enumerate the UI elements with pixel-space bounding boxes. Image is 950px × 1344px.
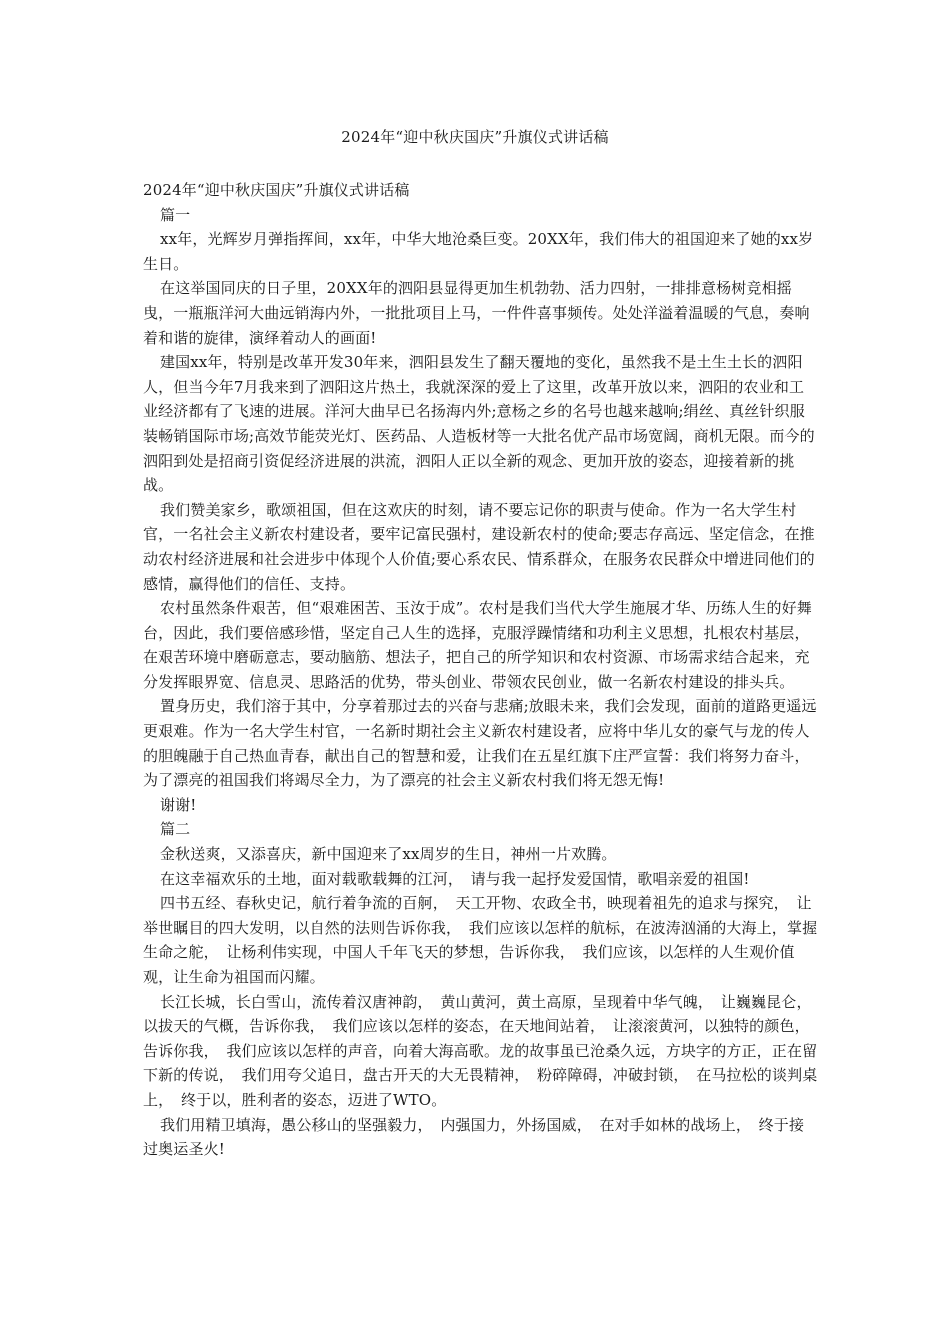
section-heading-2: 篇二 xyxy=(160,820,191,839)
paragraph: 建国xx年，特别是改革开发30年来，泗阳县发生了翻天覆地的变化，虽然我不是土生土长的泗阳人，但当今年7月我来到了泗阳这片热土，我就深深的爱上了这里，改革开放以来，泗阳的农业和工业经济都有了飞速的进展。洋河大曲早已名扬海内外;意杨之乡的名号也越来越响;绢丝、真丝针织服装畅销国际市场;高效节能荧光灯、医药品、人造板材等一大批名优产品市场宽阔，商机无限。而今的泗阳到处是招商引资促经济进展的洪流，泗阳人正以全新的观念、更加开放的姿态，迎接着新的挑战。 xyxy=(143,353,815,495)
paragraph: 置身历史，我们溶于其中，分享着那过去的兴奋与悲痛;放眼未来，我们会发现，面前的道路更遥远更艰难。作为一名大学生村官，一名新时期社会主义新农村建设者，应将中华儿女的豪气与龙的传人的胆魄融于自己热血青春，献出自己的智慧和爱，让我们在五星红旗下庄严宣誓：我们将努力奋斗，为了漂亮的祖国我们将竭尽全力，为了漂亮的社会主义新农村我们将无怨无悔! xyxy=(143,697,817,790)
paragraph: 金秋送爽，又添喜庆，新中国迎来了xx周岁的生日，神州一片欢腾。 xyxy=(160,845,617,864)
paragraph: xx年，光辉岁月弹指挥间，xx年，中华大地沧桑巨变。20XX年，我们伟大的祖国迎来了她的xx岁生日。 xyxy=(143,230,814,273)
closing-line: 谢谢! xyxy=(160,795,197,814)
paragraph: 我们赞美家乡，歌颂祖国，但在这欢庆的时刻，请不要忘记你的职责与使命。作为一名大学生村官，一名社会主义新农村建设者，要牢记富民强村，建设新农村的使命;要志存高远、坚定信念，在推动农村经济进展和社会进步中体现个人价值;要心系农民、情系群众，在服务农民群众中增进同他们的感情，赢得他们的信任、支持。 xyxy=(143,500,815,593)
paragraph: 在这幸福欢乐的土地，面对载歌载舞的江河， 请与我一起抒发爱国情，歌唱亲爱的祖国! xyxy=(160,869,750,888)
paragraph: 四书五经、春秋史记，航行着争流的百舸， 天工开物、农政全书，映现着祖先的追求与探究， 让举世瞩目的四大发明，以自然的法则告诉你我， 我们应该以怎样的航标，在波涛汹涌的大海上，掌握生命之舵， 让杨利伟实现，中国人千年飞天的梦想，告诉你我， 我们应该，以怎样的人生观价值观，让生命为祖国而闪耀。 xyxy=(143,894,818,986)
page-title: 2024年“迎中秋庆国庆”升旗仪式讲话稿 xyxy=(341,128,609,146)
paragraph: 我们用精卫填海，愚公移山的坚强毅力， 内强国力，外扬国威， 在对手如林的战场上， 终于接过奥运圣火! xyxy=(143,1115,805,1159)
paragraph: 农村虽然条件艰苦，但“艰难困苦、玉汝于成”。农村是我们当代大学生施展才华、历练人生的好舞台，因此，我们要倍感珍惜，坚定自己人生的选择，克服浮躁情绪和功利主义思想，扎根农村基层，在艰苦环境中磨砺意志，要动脑筋、想法子，把自己的所学知识和农村资源、市场需求结合起来，充分发挥眼界宽、信息灵、思路活的优势，带头创业、带领农民创业，做一名新农村建设的排头兵。 xyxy=(143,599,812,691)
paragraph: 长江长城，长白雪山，流传着汉唐神韵， 黄山黄河，黄土高原，呈现着中华气魄， 让巍巍昆仑，以拔天的气概，告诉你我， 我们应该以怎样的姿态，在天地间站着， 让滚滚黄河，以独特的颜色，告诉你我， 我们应该以怎样的声音，向着大海高歌。龙的故事虽已沧桑久远，方块字的方正，正在留下新的传说， 我们用夸父追日，盘古开天的大无畏精神， 粉碎障碍，冲破封锁， 在马拉松的谈判桌上， 终于以，胜利者的姿态，迈进了WTO。 xyxy=(143,992,818,1109)
document-body xyxy=(143,178,818,1162)
section-heading-1: 篇一 xyxy=(160,205,191,224)
document-subtitle: 2024年“迎中秋庆国庆”升旗仪式讲话稿 xyxy=(143,181,410,199)
paragraph: 在这举国同庆的日子里，20XX年的泗阳县显得更加生机勃勃、活力四射，一排排意杨树竞相摇曳，一瓶瓶洋河大曲远销海内外，一批批项目上马，一件件喜事频传。处处洋溢着温暖的气息，奏响着和谐的旋律，演绎着动人的画面! xyxy=(143,279,810,347)
